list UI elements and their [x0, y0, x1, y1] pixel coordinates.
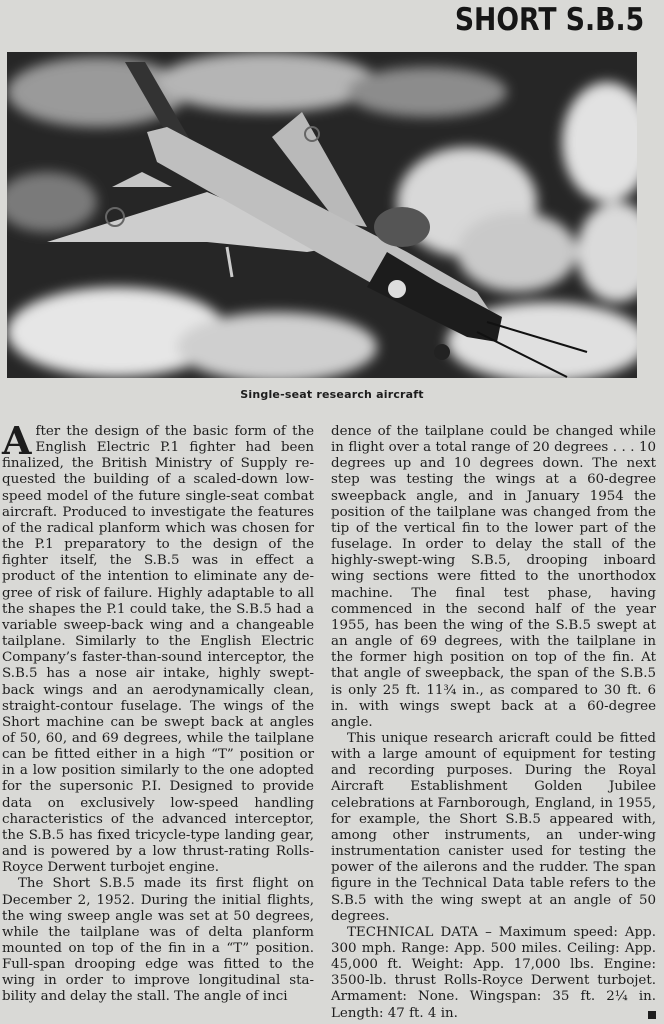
aircraft-photo-illustration [7, 52, 637, 378]
end-of-article-mark [648, 1011, 656, 1019]
drop-cap: A [2, 418, 32, 463]
technical-data-text: TECHNICAL DATA – Maximum speed: App. 300 mph. Range: App. 500 miles. Ceiling: App. 45,000 ft. Weight: App. 17,000 lbs. Engine: 3500-lb. thrust Rolls-Royce Derwent turbojet. Armament: None. Wingspan: 35 ft. 2¼ in. Length: 47 ft. 4 in. [331, 924, 656, 1021]
paragraph-intro [2, 418, 314, 876]
aircraft-photo [7, 52, 637, 378]
right-column [331, 424, 656, 1022]
left-column [2, 418, 314, 1006]
paragraph-first-flight-continued: dence of the tailplane could be changed while in flight over a total range of 20 degrees . . . 10 degrees up and 10 degrees down. The next step was testing the wings at a 60-degree sweepback angle, and in January 1954 the position of the tailplane was changed from the tip of the vertical fin to the lower part of the fuselage. In order to delay the stall of the highly-swept-wing S.B.5, drooping inboard wing sections were fitted to the unorthodox machine. The final test phase, having commenced in the second half of the year 1955, has been the wing of the S.B.5 swept at an angle of 69 degrees, with the tailplane in the former high position on top of the fin. At that angle of sweepback, the span of the S.B.5 is only 25 ft. 11¾ in., as compared to 30 ft. 6 in. with wings swept back at a 60-degree angle. [331, 424, 656, 730]
paragraph-first-flight: The Short S.B.5 made its first flight on December 2, 1952. During the initial flights, the wing sweep angle was set at 50 degrees, while the tailplane was of delta planform mounted on top of the fin in a “T” position. Full-span drooping edge was fitted to the wing in order to improve longitudinal stability and delay the stall. The angle of inci [2, 876, 314, 1005]
paragraph-technical-data [331, 925, 656, 1022]
paragraph-equipment: This unique research aricraft could be fitted with a large amount of equipment for testing and recording purposes. During the Royal Aircraft Establishment Golden Jubilee celebrations at Farnborough, England, in 1955, for example, the Short S.B.5 appeared with, among other instruments, an under-wing instrumentation canister used for testing the power of the ailerons and the rudder. The span figure in the Technical Data table refers to the S.B.5 with the wing swept at an angle of 50 degrees. [331, 730, 656, 924]
roundel-fuselage [388, 280, 406, 298]
article-title: SHORT S.B.5 [454, 2, 644, 38]
cockpit-canopy [374, 207, 430, 247]
nose-wheel [434, 344, 450, 360]
photo-caption: Single-seat research aircraft [240, 388, 424, 401]
paragraph-intro-text: fter the design of the basic form of the English Electric P.1 fighter had been finalized, the British Ministry of Supply requested the building of a scaled-down low-speed model of the future single-seat combat aircraft. Produced to investigate the features of the radical planform which was chosen for the P.1 preparatory to the design of the fighter itself, the S.B.5 was in effect a product of the intention to eliminate any degree of risk of failure. Highly adaptable to all the shapes the P.1 could take, the S.B.5 had a variable sweep-back wing and a changeable tailplane. Similarly to the English Electric Company’s faster-than-sound interceptor, the S.B.5 has a nose air intake, highly swept-back wings and an aerodynamically clean, straight-contour fuselage. The wings of the Short machine can be swept back at angles of 50, 60, and 69 degrees, while the tailplane can be fitted either in a high “T” position or in a low position similarly to the one adopted for the supersonic P.I. Designed to provide data on exclusively low-speed handling characteristics of the advanced interceptor, the S.B.5 has fixed tricycle-type landing gear, and is powered by a low thrust-rating Rolls-Royce Derwent turbojet engine. [2, 424, 314, 876]
